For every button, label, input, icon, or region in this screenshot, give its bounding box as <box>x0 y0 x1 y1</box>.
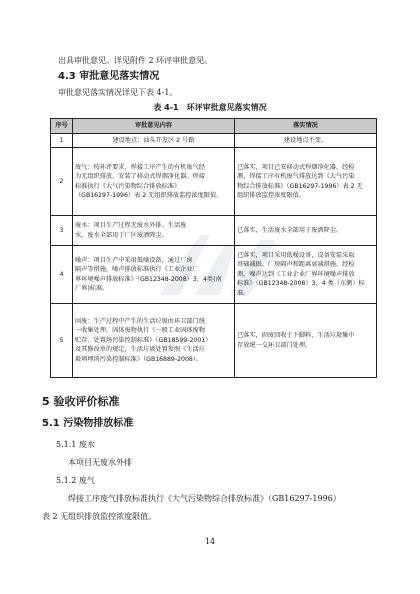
row-status <box>235 304 377 378</box>
section-5-1-heading: 5.1 污染物排放标准 <box>42 418 134 429</box>
item-5-1-1: 5.1.1 废水 <box>56 440 95 449</box>
text-line: 隔声等措施，噪声排放标准执行《工业企业厂 <box>75 266 199 274</box>
text-line: 厂界)标准。 <box>75 284 109 292</box>
table-row <box>51 304 377 378</box>
text-line: 建设地点：汕头开发区 2 号路 <box>112 136 195 144</box>
row-status <box>235 216 377 246</box>
intro-line: 出具审批意见。详见附件 2 环评审批意见。 <box>58 56 213 65</box>
text-line: 已落实，项目已安移动式焊烟净化器，经检 <box>237 163 355 171</box>
text-line: 组织排放监控浓度限值。 <box>237 191 306 199</box>
text-line: 为无组织排放，安装了移动式焊烟净化器。焊接 <box>75 173 205 181</box>
text-line: 圾填埋场污染控制标准》（GB16889-2008）。 <box>75 355 203 363</box>
col-header-no: 序号 <box>51 119 73 134</box>
row-content <box>73 134 235 148</box>
text-line: 测，噪声达到《工业企业厂界环境噪声排放 <box>237 270 355 278</box>
text-line: 及其修改单的规定，生活垃圾处置参照《生活垃 <box>75 346 205 354</box>
text-line: 界环境噪声排放标准》（GB12348-2008）3、4类(南 <box>75 275 222 283</box>
text-line: 水，废水全部用于厂区废洒降尘。 <box>75 231 168 239</box>
text-line: 废水：项目生产过程无废水外排。生活废 <box>75 222 187 230</box>
text-line: 存放统一交环卫部门处理。 <box>237 341 312 349</box>
text-line: 贮存、处置场污染控制标准》（GB18599-2001） <box>75 336 212 344</box>
item-5-1-2-text-2: 表 2 无组织排放监控浓度限值。 <box>42 512 157 521</box>
text-line: 固废：生产过程中产生的生活垃圾由环卫部门统 <box>75 317 205 325</box>
text-line: 一收集处理。固体废物执行《一般工业固体废物 <box>75 327 205 335</box>
table-header-row <box>51 119 377 134</box>
section-4-3-intro: 审批意见落实情况详见下表 4-1。 <box>58 88 178 97</box>
row-no: 1 <box>51 134 73 148</box>
row-status <box>235 134 377 148</box>
row-status <box>235 148 377 216</box>
row-no: 4 <box>51 246 73 304</box>
text-line: 标准执行《大气污染物综合排放标准》 <box>75 182 181 190</box>
row-content <box>73 246 235 304</box>
col-header-content: 审批意见内容 <box>73 119 235 134</box>
text-line: 建设地点不变。 <box>283 136 328 144</box>
text-line: （GB16297-1996）表 2 无组织排放监控浓度限值。 <box>75 191 223 199</box>
text-line: 已落实，项目采用低噪设备，设备安装采取 <box>237 251 355 259</box>
item-5-1-2-text-1: 焊接工序废气排放标准执行《大气污染物综合排放标准》（GB16297-1996） <box>68 494 341 503</box>
approval-table <box>50 118 377 378</box>
row-no: 5 <box>51 304 73 378</box>
col-header-status: 落实情况 <box>235 119 377 134</box>
row-status <box>235 246 377 304</box>
section-5-heading: 5 验收评价标准 <box>42 395 120 408</box>
row-no: 2 <box>51 148 73 216</box>
text-line: 已落实，固废回收于下脚料，生活垃圾集中 <box>237 332 355 340</box>
section-4-3-heading: 4.3 审批意见落实情况 <box>58 71 160 82</box>
table-caption: 表 4-1 环评审批意见落实情况 <box>153 103 267 112</box>
item-5-1-1-text: 本项目无废水外排 <box>68 458 132 467</box>
table-row <box>51 216 377 246</box>
text-line: 物综合排放标准》（GB16297-1996）表 2 无 <box>237 182 363 190</box>
table-row <box>51 246 377 304</box>
text-line: 废气：按环评要求，焊接工序产生的有机废气经 <box>75 163 205 171</box>
row-content <box>73 148 235 216</box>
row-no: 3 <box>51 216 73 246</box>
text-line: 标准》（GB12348-2008）3、4 类（东侧）标准。 <box>237 280 365 297</box>
item-5-1-2: 5.1.2 废气 <box>56 476 95 485</box>
text-line: 测，焊接工序有机废气排放达到《大气污染 <box>237 173 355 181</box>
text-line: 噪声：项目生产中采用低噪设备，通过厂房 <box>75 256 193 264</box>
table-row <box>51 148 377 216</box>
page-number: 14 <box>204 537 216 546</box>
table-row <box>51 134 377 148</box>
text-line: 基础减振、厂房隔声和距离衰减措施。经检 <box>237 261 355 269</box>
row-content <box>73 216 235 246</box>
row-content <box>73 304 235 378</box>
text-line: 已落实，生活废水全部用于废洒降尘。 <box>237 226 343 234</box>
